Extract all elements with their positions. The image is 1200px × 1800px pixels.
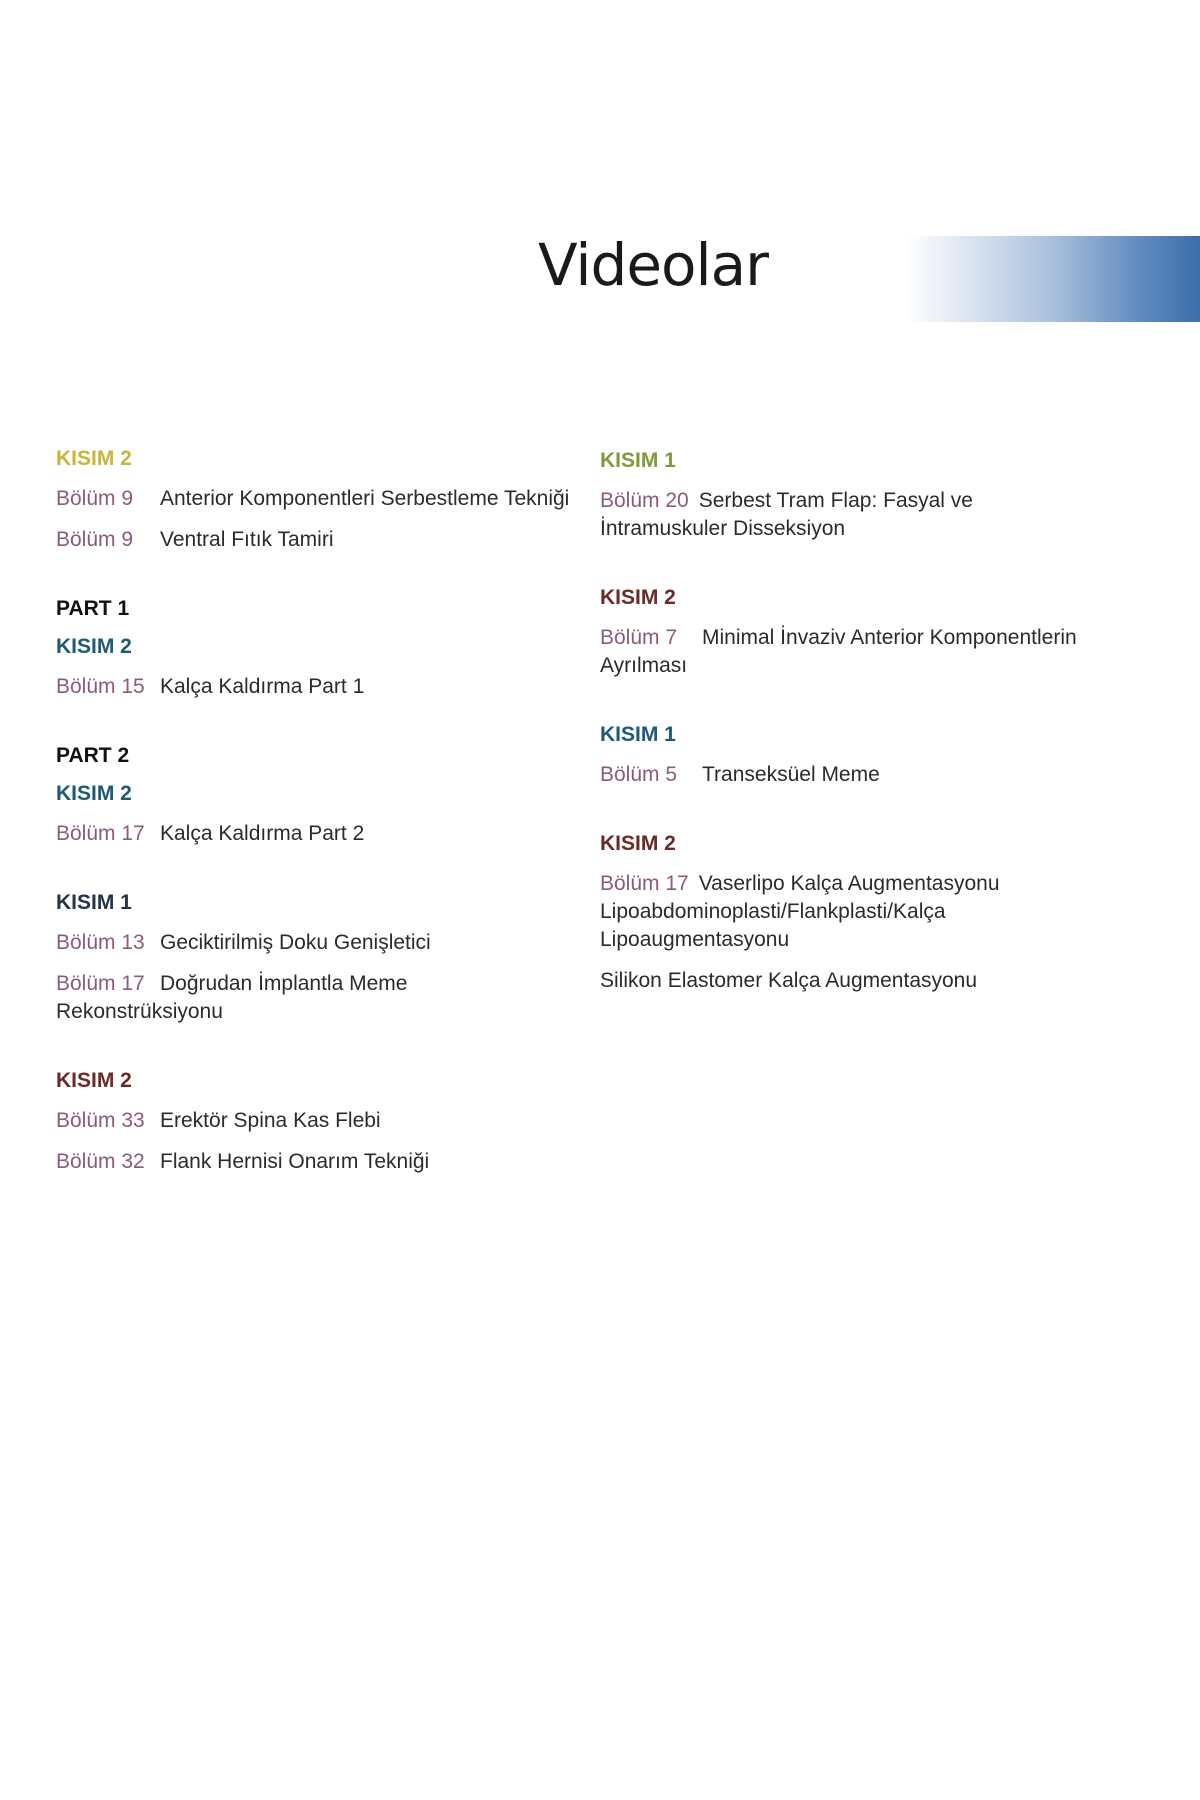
video-title: Doğrudan İmplantla Meme Rekonstrüksiyonu	[56, 972, 408, 1023]
video-title: Minimal İnvaziv Anterior Komponentlerin Ayrılması	[600, 626, 1077, 677]
video-title: Silikon Elastomer Kalça Augmentasyonu	[600, 969, 978, 992]
section-group	[56, 892, 576, 1026]
video-entry[interactable]	[600, 870, 1030, 954]
chapter-number: Bölüm 9	[56, 528, 134, 551]
video-title: Vaserlipo Kalça Augmentasyonu Lipoabdominoplasti/Flankplasti/Kalça Lipoaugmentasyonu	[600, 872, 1000, 951]
page-title: Videolar	[538, 231, 769, 299]
video-title: Ventral Fıtık Tamiri	[160, 528, 334, 551]
video-title: Erektör Spina Kas Flebi	[160, 1109, 381, 1132]
chapter-number: Bölüm 33	[56, 1109, 145, 1132]
video-entry[interactable]	[56, 970, 436, 1026]
section-group	[600, 587, 1120, 680]
video-entry[interactable]	[600, 761, 1120, 789]
video-title: Serbest Tram Flap: Fasyal ve İntramuskuler Disseksiyon	[600, 489, 973, 540]
chapter-number: Bölüm 15	[56, 675, 145, 698]
kisim-label: KISIM 2	[56, 782, 132, 805]
section-group	[56, 598, 576, 701]
chapter-number: Bölüm 5	[600, 763, 678, 786]
video-entry[interactable]	[600, 967, 1120, 995]
section-group	[600, 833, 1120, 995]
section-group	[56, 1070, 576, 1176]
video-entry[interactable]	[56, 929, 576, 957]
video-entry[interactable]	[56, 485, 576, 513]
chapter-number: Bölüm 9	[56, 487, 134, 510]
section-group	[600, 450, 1120, 543]
video-title: Kalça Kaldırma Part 1	[160, 675, 365, 698]
part-label: PART 2	[56, 744, 130, 767]
chapter-number: Bölüm 17	[600, 872, 689, 895]
title-accent-band	[905, 236, 1200, 322]
video-entry[interactable]	[56, 673, 576, 701]
kisim-label: KISIM 2	[56, 447, 132, 470]
chapter-number: Bölüm 13	[56, 931, 145, 954]
chapter-number: Bölüm 17	[56, 972, 145, 995]
video-entry[interactable]	[56, 820, 576, 848]
chapter-number: Bölüm 17	[56, 822, 145, 845]
kisim-label: KISIM 1	[600, 449, 676, 472]
chapter-number: Bölüm 7	[600, 626, 678, 649]
video-title: Transeksüel Meme	[702, 763, 880, 786]
video-entry[interactable]	[56, 1107, 576, 1135]
video-entry[interactable]	[56, 1148, 576, 1176]
kisim-label: KISIM 1	[56, 891, 132, 914]
video-title: Anterior Komponentleri Serbestleme Tekniği	[160, 487, 570, 510]
section-group	[600, 724, 1120, 789]
kisim-label: KISIM 2	[56, 1069, 132, 1092]
kisim-label: KISIM 2	[600, 832, 676, 855]
chapter-number: Bölüm 32	[56, 1150, 145, 1173]
video-title: Flank Hernisi Onarım Tekniği	[160, 1150, 430, 1173]
chapter-number: Bölüm 20	[600, 489, 689, 512]
section-group	[56, 448, 576, 554]
section-group	[56, 745, 576, 848]
part-label: PART 1	[56, 597, 130, 620]
video-entry[interactable]	[56, 526, 576, 554]
right-column	[600, 450, 1120, 995]
left-column	[56, 448, 576, 1176]
video-entry[interactable]	[600, 624, 1100, 680]
kisim-label: KISIM 2	[600, 586, 676, 609]
kisim-label: KISIM 1	[600, 723, 676, 746]
video-title: Kalça Kaldırma Part 2	[160, 822, 365, 845]
kisim-label: KISIM 2	[56, 635, 132, 658]
video-title: Geciktirilmiş Doku Genişletici	[160, 931, 431, 954]
video-entry[interactable]	[600, 487, 1100, 543]
